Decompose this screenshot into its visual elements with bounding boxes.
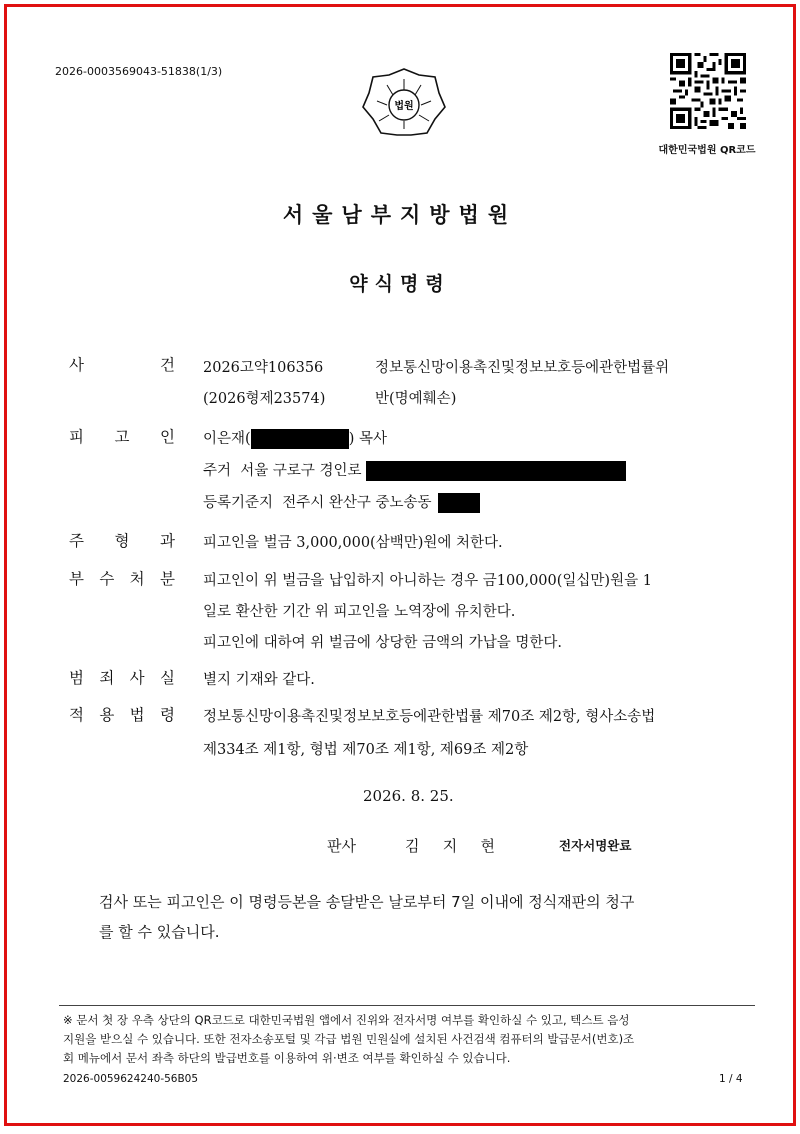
laws-label-char: 법	[129, 706, 145, 724]
registry-value: 전주시 완산구 중노송동	[282, 495, 432, 511]
address-row	[203, 459, 626, 481]
issue-number: 2026-0059624240-56B05	[63, 1073, 199, 1085]
document-number: 2026-0003569043-51838(1/3)	[55, 65, 223, 78]
facts-label-char: 실	[159, 669, 175, 687]
facts-label-char: 범	[69, 669, 84, 687]
laws-label-char: 용	[99, 706, 115, 724]
facts-label-char: 죄	[99, 669, 115, 687]
appeal-notice-line2: 를 할 수 있습니다.	[99, 923, 220, 941]
laws-text-line1: 정보통신망이용촉진및정보보호등에관한법률 제70조 제2항, 형사소송법	[203, 709, 656, 725]
facts-label	[69, 666, 175, 688]
appeal-notice-line1: 검사 또는 피고인은 이 명령등본을 송달받은 날로부터 7일 이내에 정식재판의 청구	[99, 893, 635, 911]
defendant-label	[69, 425, 175, 447]
judge-name-char: 현	[480, 837, 495, 855]
court-emblem-icon	[359, 65, 449, 143]
sentence-label-char: 주	[69, 532, 84, 550]
esign-status: 전자서명완료	[559, 838, 632, 853]
redaction-block	[251, 429, 349, 449]
case-reference: (2026형제23574)	[203, 391, 326, 407]
defendant-label-char: 고	[114, 428, 130, 446]
facts-label-char: 사	[129, 669, 145, 687]
defendant-label-char: 피	[69, 428, 84, 446]
defendant-title: ) 목사	[348, 431, 387, 447]
footer-note-line3: 회 메뉴에서 문서 좌측 하단의 발급번호를 이용하여 위·변조 여부를 확인하실 수 있습니다.	[63, 1051, 511, 1065]
qr-label: 대한민국법원 QR코드	[658, 145, 756, 156]
sentence-label	[69, 529, 175, 551]
judge-name-char: 김	[405, 837, 420, 855]
ancillary-label-char: 처	[129, 570, 145, 588]
page-number: 1 / 4	[719, 1073, 743, 1085]
registry-row	[203, 491, 480, 513]
ancillary-label	[69, 567, 175, 589]
footer-note-line1: ※ 문서 첫 장 우측 상단의 QR코드로 대한민국법원 앱에서 진위와 전자서명 여부를 확인하실 수 있고, 텍스트 음성	[63, 1013, 630, 1027]
issue-date: 2026. 8. 25.	[363, 787, 454, 805]
appeal-notice	[99, 887, 739, 947]
ancillary-text-line1: 피고인이 위 벌금을 납입하지 아니하는 경우 금100,000(일십만)원을 1	[203, 573, 652, 589]
sentence-text: 피고인을 벌금 3,000,000(삼백만)원에 처한다.	[203, 535, 503, 551]
case-number: 2026고약106356	[203, 360, 324, 376]
address-value: 서울 구로구 경인로	[240, 463, 362, 479]
sentence-label-char: 과	[160, 532, 175, 550]
registry-label: 등록기준지	[203, 495, 274, 511]
judge-name	[405, 835, 495, 856]
ancillary-text-line3: 피고인에 대하여 위 벌금에 상당한 금액의 가납을 명한다.	[203, 635, 563, 651]
address-label: 주거	[203, 463, 232, 479]
judge-name-char: 지	[442, 837, 458, 855]
case-label	[69, 353, 175, 375]
laws-label-char: 령	[159, 706, 175, 724]
judge-title: 판사	[327, 837, 356, 855]
ancillary-label-char: 부	[69, 570, 84, 588]
facts-text: 별지 기재와 같다.	[203, 672, 315, 688]
laws-label-char: 적	[69, 706, 84, 724]
case-charge: 정보통신망이용촉진및정보보호등에관한법률위	[375, 360, 670, 376]
court-name: 서울남부지방법원	[282, 203, 518, 227]
laws-label	[69, 703, 175, 725]
defendant-name: 이은재(	[203, 431, 251, 447]
ancillary-label-char: 분	[159, 570, 175, 588]
footer-divider	[59, 1005, 755, 1006]
case-label-char: 사	[69, 356, 84, 374]
ancillary-text-line2: 일로 환산한 기간 위 피고인을 노역장에 유치한다.	[203, 604, 516, 620]
redaction-block	[438, 493, 480, 513]
laws-text-line2: 제334조 제1항, 형법 제70조 제1항, 제69조 제2항	[203, 742, 529, 758]
qr-code-icon[interactable]	[670, 53, 746, 129]
document-title: 약식명령	[349, 273, 451, 295]
document-page	[4, 4, 796, 1126]
emblem-text: 법원	[394, 101, 414, 112]
defendant-name-row	[203, 427, 387, 449]
sentence-label-char: 형	[114, 532, 130, 550]
footer-note-line2: 지원을 받으실 수 있습니다. 또한 전자소송포털 및 각급 법원 민원실에 설치된 사건검색 컴퓨터의 발급문서(번호)조	[63, 1032, 635, 1046]
case-charge-continued: 반(명예훼손)	[375, 391, 457, 407]
case-label-char: 건	[160, 356, 175, 374]
ancillary-label-char: 수	[99, 570, 115, 588]
defendant-label-char: 인	[160, 428, 175, 446]
footer-note	[63, 1011, 753, 1068]
redaction-block	[366, 461, 626, 481]
